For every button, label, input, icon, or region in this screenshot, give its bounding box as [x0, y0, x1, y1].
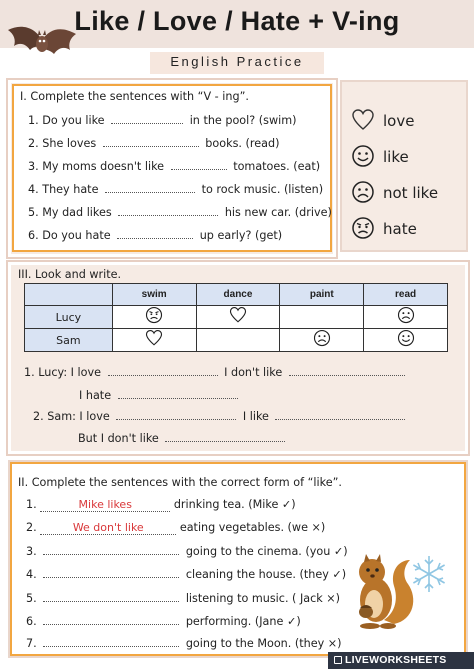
footer-brand-text: LIVEWORKSHEETS: [345, 654, 447, 666]
exercise-2-row: [26, 545, 348, 558]
row-text-after: to rock music. (listen): [201, 183, 324, 196]
answer-blank[interactable]: [43, 593, 179, 602]
frown-icon: [313, 329, 331, 347]
line-text: Lucy: I love: [38, 366, 101, 379]
page-subtitle: English Practice: [170, 54, 304, 69]
answer-field[interactable]: [40, 521, 176, 535]
exercise-1-row: [28, 183, 323, 196]
row-text-before: They hate: [42, 183, 99, 196]
angry-icon: [351, 216, 375, 240]
row-text-after: cleaning the house. (they ✓): [185, 568, 347, 581]
table-column-header: dance: [196, 284, 280, 306]
line-number: 2.: [33, 410, 44, 423]
answer-blank[interactable]: [289, 367, 405, 376]
table-cell: [196, 329, 280, 352]
row-text-after: listening to music. ( Jack ×): [185, 592, 341, 605]
row-text-after: eating vegetables. (we ×): [179, 521, 326, 534]
answer-blank[interactable]: [43, 638, 179, 647]
answer-blank[interactable]: [165, 433, 285, 442]
row-text-after: going to the cinema. (you ✓): [185, 545, 348, 558]
line-text: I like: [242, 410, 269, 423]
write-line: [33, 410, 408, 423]
row-number: 6.: [28, 229, 39, 242]
table-column-header: paint: [280, 284, 364, 306]
row-text-after: going to the Moon. (they ×): [185, 637, 342, 650]
heart-icon: [351, 108, 375, 132]
table-column-header: read: [364, 284, 448, 306]
preferences-table: [24, 283, 448, 352]
legend-label-not-like: not like: [383, 184, 439, 202]
footer-brand-logo[interactable]: [334, 654, 446, 666]
row-text-after: tomatoes. (eat): [233, 160, 321, 173]
section-3-title: III. Look and write.: [18, 268, 122, 281]
exercise-1-row: [28, 206, 332, 219]
exercise-2-row: [26, 592, 340, 605]
angry-icon: [145, 306, 163, 324]
table-row: [25, 329, 448, 352]
table-cell: [196, 306, 280, 329]
bat-illustration: [4, 20, 80, 66]
row-number: 1.: [26, 498, 37, 511]
table-cell: [112, 329, 196, 352]
row-text-after: his new car. (drive): [224, 206, 332, 219]
answer-blank[interactable]: [111, 115, 183, 124]
row-text-after: drinking tea. (Mike ✓): [173, 498, 296, 511]
heart-icon: [145, 329, 163, 347]
row-text-before: Do you hate: [42, 229, 111, 242]
smile-icon: [351, 144, 375, 168]
row-text-before: My dad likes: [42, 206, 112, 219]
row-number: 5.: [28, 206, 39, 219]
table-corner-cell: [25, 284, 113, 306]
row-number: 2.: [28, 137, 39, 150]
heart-icon: [229, 306, 247, 324]
answer-field[interactable]: [40, 498, 170, 512]
frown-icon: [351, 180, 375, 204]
row-text-before: She loves: [42, 137, 97, 150]
section-1-title: I. Complete the sentences with “V - ing”.: [20, 90, 249, 103]
table-cell: [280, 329, 364, 352]
row-number: 4.: [28, 183, 39, 196]
row-number: 3.: [28, 160, 39, 173]
row-number: 1.: [28, 114, 39, 127]
write-line: [24, 366, 408, 379]
exercise-1-row: [28, 137, 279, 150]
exercise-2-row: [26, 498, 296, 512]
table-header-row: [25, 284, 448, 306]
page-title: Like / Love / Hate + V-ing: [74, 6, 400, 36]
line-text: Sam: I love: [47, 410, 110, 423]
table-row: [25, 306, 448, 329]
exercise-1-row: [28, 114, 296, 127]
section-2-title: II. Complete the sentences with the correct form of “like”.: [18, 476, 342, 489]
brand-mark-icon: [334, 656, 342, 664]
exercise-2-row: [26, 637, 342, 650]
write-line: [79, 389, 241, 402]
exercise-1-row: [28, 229, 282, 242]
filled-answer: We don't like: [72, 521, 144, 534]
snowflake-icon: [408, 553, 450, 595]
line-text: But I don't like: [78, 432, 159, 445]
row-number: 6.: [26, 615, 37, 628]
smile-icon: [397, 329, 415, 347]
table-row-name: Sam: [25, 329, 113, 352]
exercise-1-row: [28, 160, 320, 173]
line-text: I hate: [79, 389, 112, 402]
row-text-after: books. (read): [205, 137, 280, 150]
table-column-header: swim: [112, 284, 196, 306]
row-text-after: performing. (Jane ✓): [185, 615, 301, 628]
answer-blank[interactable]: [117, 230, 193, 239]
answer-blank[interactable]: [43, 546, 179, 555]
answer-blank[interactable]: [171, 161, 227, 170]
row-text-before: My moms doesn't like: [42, 160, 165, 173]
answer-blank[interactable]: [43, 569, 179, 578]
legend-label-hate: hate: [383, 220, 417, 238]
row-text-after: up early? (get): [199, 229, 283, 242]
table-cell: [364, 306, 448, 329]
exercise-2-row: [26, 521, 325, 535]
exercise-2-row: [26, 615, 301, 628]
frown-icon: [397, 306, 415, 324]
table-cell: [280, 306, 364, 329]
line-number: 1.: [24, 366, 35, 379]
row-number: 7.: [26, 637, 37, 650]
row-number: 2.: [26, 521, 37, 534]
write-line: [78, 432, 288, 445]
answer-blank[interactable]: [116, 411, 236, 420]
table-cell: [112, 306, 196, 329]
answer-blank[interactable]: [108, 367, 218, 376]
answer-blank[interactable]: [103, 138, 199, 147]
legend-label-like: like: [383, 148, 409, 166]
answer-blank[interactable]: [118, 207, 218, 216]
line-text: I don't like: [224, 366, 283, 379]
emotion-legend: [340, 80, 468, 252]
answer-blank[interactable]: [118, 390, 238, 399]
row-number: 3.: [26, 545, 37, 558]
row-number: 5.: [26, 592, 37, 605]
exercise-2-row: [26, 568, 346, 581]
answer-blank[interactable]: [275, 411, 405, 420]
row-number: 4.: [26, 568, 37, 581]
answer-blank[interactable]: [105, 184, 195, 193]
row-text-before: Do you like: [42, 114, 105, 127]
filled-answer: Mike likes: [78, 498, 132, 511]
table-cell: [364, 329, 448, 352]
table-row-name: Lucy: [25, 306, 113, 329]
squirrel-illustration: [344, 546, 418, 630]
answer-blank[interactable]: [43, 616, 179, 625]
row-text-after: in the pool? (swim): [189, 114, 297, 127]
legend-label-love: love: [383, 112, 415, 130]
